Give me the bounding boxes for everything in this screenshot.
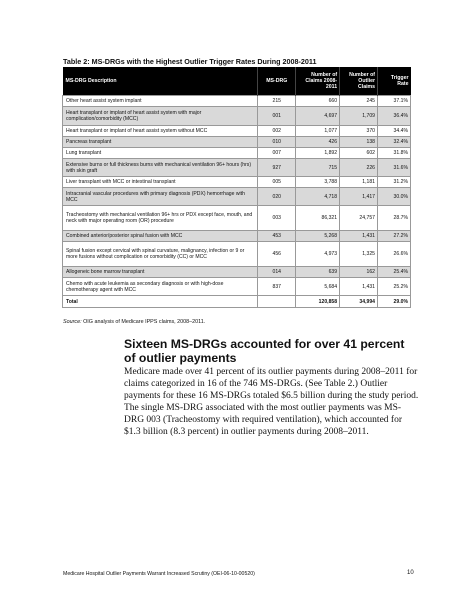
- row-claims: 86,321: [296, 206, 340, 231]
- table-row: [63, 96, 411, 107]
- col-header-description: MS-DRG Description: [63, 67, 258, 96]
- row-description: Lung transplant: [63, 148, 258, 159]
- row-drg: 837: [258, 278, 296, 296]
- row-description: Liver transplant with MCC or intestinal transplant: [63, 177, 258, 188]
- total-drg: [258, 296, 296, 308]
- row-drg: 927: [258, 159, 296, 177]
- body-paragraph: Medicare made over 41 percent of its outlier payments during 2008–2011 for claims categorized in 16 of the 746 MS-DRGs. (See Table 2.) Outlier payments for these 16 MS-DRGs totaled $6.5 billion during the study period. The single MS-DRG associated with the most outlier payments was MS-DRG 003 (Tracheostomy with required ventilation), which accounted for $1.3 billion (8.3 percent) in outlier payments during 2008–2011.: [124, 367, 419, 437]
- row-trigger-rate: 25.4%: [378, 267, 411, 278]
- page-number: 10: [407, 570, 414, 576]
- row-claims: 715: [296, 159, 340, 177]
- row-trigger-rate: 25.2%: [378, 278, 411, 296]
- table-row: [63, 107, 411, 126]
- row-outlier-claims: 1,431: [340, 278, 378, 296]
- row-outlier-claims: 1,417: [340, 188, 378, 206]
- row-description: Spinal fusion except cervical with spinal curvature, malignancy, infection or 9 or more fusions without complication or comorbidity (CC) or MCC: [63, 242, 258, 267]
- row-trigger-rate: 37.1%: [378, 96, 411, 107]
- row-description: Tracheostomy with mechanical ventilation 96+ hrs or PDX except face, mouth, and neck with major operating room (OR) procedure: [63, 206, 258, 231]
- row-outlier-claims: 1,325: [340, 242, 378, 267]
- row-trigger-rate: 26.6%: [378, 242, 411, 267]
- row-description: Extensive burns or full thickness burns with mechanical ventilation 96+ hours (hrs) with skin graft: [63, 159, 258, 177]
- row-drg: 014: [258, 267, 296, 278]
- row-trigger-rate: 31.8%: [378, 148, 411, 159]
- row-trigger-rate: 32.4%: [378, 137, 411, 148]
- table-total-row: [63, 296, 411, 308]
- table-row: [63, 137, 411, 148]
- table-header-row: [63, 67, 411, 96]
- row-description: Other heart assist system implant: [63, 96, 258, 107]
- row-trigger-rate: 31.2%: [378, 177, 411, 188]
- row-claims: 5,268: [296, 231, 340, 242]
- table-title: Table 2: MS-DRGs with the Highest Outlier Trigger Rates During 2008-2011: [63, 57, 317, 66]
- row-claims: 660: [296, 96, 340, 107]
- table-row: [63, 159, 411, 177]
- row-trigger-rate: 28.7%: [378, 206, 411, 231]
- row-outlier-claims: 1,431: [340, 231, 378, 242]
- row-trigger-rate: 27.2%: [378, 231, 411, 242]
- row-outlier-claims: 370: [340, 126, 378, 137]
- row-trigger-rate: 31.6%: [378, 159, 411, 177]
- table-row: [63, 242, 411, 267]
- table-row: [63, 177, 411, 188]
- row-claims: 1,077: [296, 126, 340, 137]
- source-note: [63, 319, 205, 325]
- page-footer: Medicare Hospital Outlier Payments Warrant Increased Scrutiny (OEI-06-10-00520): [63, 571, 255, 577]
- row-trigger-rate: 34.4%: [378, 126, 411, 137]
- row-claims: 4,718: [296, 188, 340, 206]
- col-header-claims: Number of Claims 2008-2011: [296, 67, 340, 96]
- table-row: [63, 278, 411, 296]
- drg-table: [62, 67, 411, 308]
- row-outlier-claims: 162: [340, 267, 378, 278]
- row-claims: 426: [296, 137, 340, 148]
- table-row: [63, 126, 411, 137]
- row-outlier-claims: 138: [340, 137, 378, 148]
- row-outlier-claims: 1,709: [340, 107, 378, 126]
- row-claims: 3,788: [296, 177, 340, 188]
- row-drg: 002: [258, 126, 296, 137]
- row-claims: 639: [296, 267, 340, 278]
- total-claims: 120,858: [296, 296, 340, 308]
- col-header-outlier: Number of Outlier Claims: [340, 67, 378, 96]
- row-description: Allogeneic bone marrow transplant: [63, 267, 258, 278]
- row-outlier-claims: 245: [340, 96, 378, 107]
- row-outlier-claims: 1,181: [340, 177, 378, 188]
- table-row: [63, 231, 411, 242]
- table-row: [63, 148, 411, 159]
- source-text: OIG analysis of Medicare IPPS claims, 2008–2011.: [81, 319, 206, 325]
- total-label: Total: [63, 296, 258, 308]
- row-description: Intracranial vascular procedures with primary diagnosis (PDX) hemorrhage with MCC: [63, 188, 258, 206]
- row-description: Heart transplant or implant of heart assist system without MCC: [63, 126, 258, 137]
- row-trigger-rate: 30.0%: [378, 188, 411, 206]
- row-drg: 007: [258, 148, 296, 159]
- row-drg: 453: [258, 231, 296, 242]
- table-row: [63, 267, 411, 278]
- row-drg: 215: [258, 96, 296, 107]
- row-outlier-claims: 24,757: [340, 206, 378, 231]
- row-drg: 020: [258, 188, 296, 206]
- row-outlier-claims: 602: [340, 148, 378, 159]
- row-drg: 456: [258, 242, 296, 267]
- row-claims: 4,973: [296, 242, 340, 267]
- row-drg: 005: [258, 177, 296, 188]
- total-outlier-claims: 34,994: [340, 296, 378, 308]
- row-drg: 001: [258, 107, 296, 126]
- section-heading: Sixteen MS-DRGs accounted for over 41 percent of outlier payments: [124, 337, 405, 365]
- source-label: Source:: [63, 319, 82, 325]
- row-claims: 5,684: [296, 278, 340, 296]
- row-trigger-rate: 36.4%: [378, 107, 411, 126]
- table-row: [63, 188, 411, 206]
- row-drg: 010: [258, 137, 296, 148]
- row-description: Pancreas transplant: [63, 137, 258, 148]
- col-header-rate: Trigger Rate: [378, 67, 411, 96]
- table-row: [63, 206, 411, 231]
- table-body: [63, 96, 411, 308]
- col-header-drg: MS-DRG: [258, 67, 296, 96]
- row-drg: 003: [258, 206, 296, 231]
- total-trigger-rate: 29.0%: [378, 296, 411, 308]
- row-description: Chemo with acute leukemia as secondary diagnosis or with high-dose chemotherapy agent with MCC: [63, 278, 258, 296]
- row-description: Combined anterior/posterior spinal fusion with MCC: [63, 231, 258, 242]
- row-description: Heart transplant or implant of heart assist system with major complication/comorbidity (MCC): [63, 107, 258, 126]
- row-claims: 4,697: [296, 107, 340, 126]
- row-claims: 1,892: [296, 148, 340, 159]
- row-outlier-claims: 226: [340, 159, 378, 177]
